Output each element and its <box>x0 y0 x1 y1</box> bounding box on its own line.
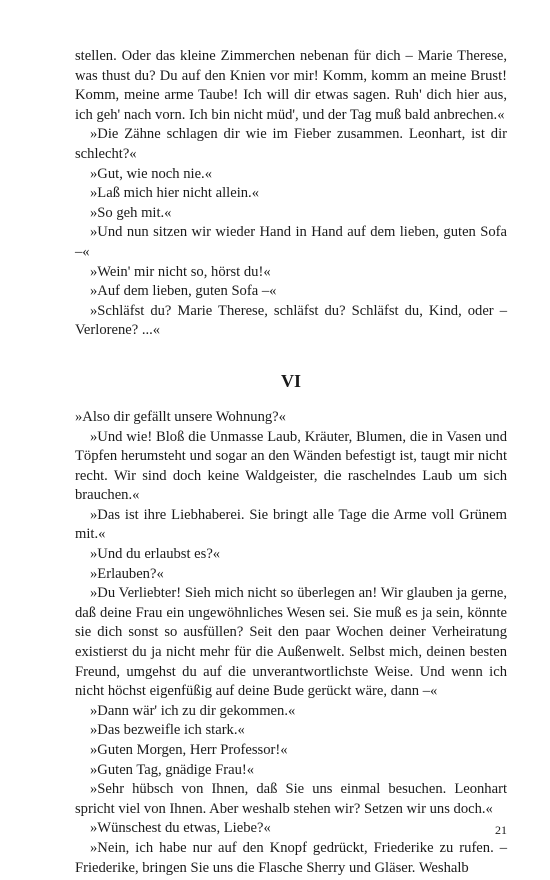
paragraph: »Gut, wie noch nie.« <box>90 165 212 182</box>
paragraph: »Wein' mir nicht so, hörst du!« <box>90 263 271 280</box>
paragraph: »Dann wär' ich zu dir gekommen.« <box>90 702 296 719</box>
paragraph: »Du Verliebter! Sieh mich nicht so überlegen an! Wir glauben ja gerne, daß deine Frau ein ungewöhnliches Wesen sei. Sie muß es ja sein, könnte sie dich sonst so ausfüllen? Seit den paar Wochen deiner Verheiratung existierst du ja nicht mehr für die Außenwelt. Selbst mich, deinen besten Freund, umgehst du auf die unverantwortlichste Weise. Und wenn ich nicht höchst eigenfüßig auf deine Bude gerückt wäre, dann –« <box>75 585 507 700</box>
section-1 <box>75 47 507 341</box>
paragraph: »Guten Tag, gnädige Frau!« <box>90 761 255 778</box>
paragraph: »Auf dem lieben, guten Sofa –« <box>90 283 277 300</box>
paragraph: »Nein, ich habe nur auf den Knopf gedrückt, Friederike zu rufen. – Friederike, bringen Sie uns die Flasche Sherry und Gläser. Weshalb <box>75 839 507 876</box>
chapter-heading: VI <box>280 370 301 391</box>
paragraph: »Das bezweifle ich stark.« <box>90 722 245 739</box>
page-text <box>75 47 507 878</box>
paragraph: »Guten Morgen, Herr Professor!« <box>90 742 288 758</box>
paragraph: »Erlauben?« <box>90 565 164 582</box>
page-number: 21 <box>495 823 507 837</box>
paragraph: »Sehr hübsch von Ihnen, daß Sie uns einmal besuchen. Leonhart spricht viel von Ihnen. Aber weshalb stehen wir? Setzen wir uns doch.« <box>75 781 507 817</box>
paragraph: »Die Zähne schlagen dir wie im Fieber zusammen. Leonhart, ist dir schlecht?« <box>75 126 507 162</box>
paragraph: »Laß mich hier nicht allein.« <box>90 185 259 202</box>
paragraph: »Also dir gefällt unsere Wohnung?« <box>75 408 286 425</box>
paragraph: »Wünschest du etwas, Liebe?« <box>90 820 271 837</box>
section-2 <box>75 408 507 878</box>
paragraph: »Und nun sitzen wir wieder Hand in Hand auf dem lieben, guten Sofa –« <box>75 224 507 260</box>
paragraph: »So geh mit.« <box>90 204 172 221</box>
paragraph: stellen. Oder das kleine Zimmerchen nebenan für dich – Marie Therese, was thust du? Du auf den Knien vor mir! Komm, komm an meine Brust! Komm, meine arme Taube! Ich will dir etwas sagen. Ruh' dich hier aus, ich geh' nach vorn. Ich bin nicht müd', und der Tag muß bald anbrechen.« <box>75 48 507 123</box>
paragraph: »Schläfst du? Marie Therese, schläfst du? Schläfst du, Kind, oder – Verlorene? ...« <box>75 302 507 339</box>
paragraph: »Das ist ihre Liebhaberei. Sie bringt alle Tage die Arme voll Grünem mit.« <box>75 506 507 543</box>
paragraph: »Und wie! Bloß die Unmasse Laub, Kräuter, Blumen, die in Vasen und Töpfen herumsteht und sogar an den Wänden befestigt ist, taugt mir nicht recht. Wir sind doch keine Waldgeister, die raschelndes Laub um sich brauchen.« <box>75 428 507 504</box>
paragraph: »Und du erlaubst es?« <box>90 546 221 563</box>
